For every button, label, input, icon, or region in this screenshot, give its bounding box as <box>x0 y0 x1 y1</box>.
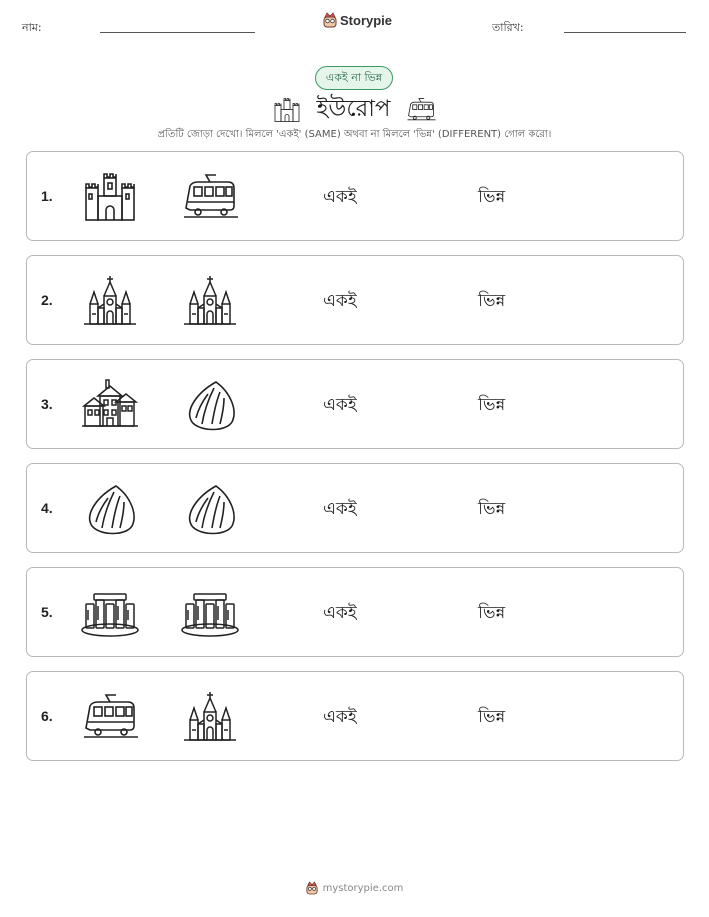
different-option[interactable]: ভিন্ন <box>478 707 506 727</box>
almond-icon <box>180 482 240 536</box>
same-option[interactable]: একই <box>323 707 357 727</box>
almond-icon <box>80 482 140 536</box>
instructions: প্রতিটি জোড়া দেখো। মিললে 'একই' (SAME) অথবা না মিললে 'ভিন্ন' (DIFFERENT) গোল করো। <box>157 129 552 140</box>
footer-url[interactable]: mystorypie.com <box>322 882 404 894</box>
mascot-icon <box>306 881 318 895</box>
page-title: ইউরোপ <box>316 96 391 122</box>
same-option[interactable]: একই <box>323 395 357 415</box>
village-houses-icon <box>80 378 140 432</box>
question-number: 6. <box>41 708 53 724</box>
tram-icon <box>405 96 437 124</box>
activity-badge: একই না ভিন্ন <box>315 66 393 90</box>
title-row <box>0 90 709 129</box>
same-option[interactable]: একই <box>323 499 357 519</box>
question-card <box>26 151 684 241</box>
almond-icon <box>180 378 240 432</box>
tram-icon <box>80 690 140 744</box>
question-card <box>26 567 684 657</box>
question-card <box>26 359 684 449</box>
different-option[interactable]: ভিন্ন <box>478 291 506 311</box>
cathedral-icon <box>180 690 240 744</box>
tram-icon <box>180 170 240 224</box>
mascot-icon <box>323 12 337 28</box>
same-option[interactable]: একই <box>323 187 357 207</box>
date-line[interactable] <box>564 32 686 33</box>
date-label: তারিখ: <box>492 21 524 34</box>
castle-icon <box>272 95 302 125</box>
castle-icon <box>80 170 140 224</box>
cathedral-icon <box>80 274 140 328</box>
name-line[interactable] <box>100 32 255 33</box>
question-card <box>26 671 684 761</box>
footer <box>0 881 709 895</box>
brand-name: Storypie <box>340 12 393 28</box>
question-number: 2. <box>41 292 53 308</box>
question-number: 4. <box>41 500 53 516</box>
question-number: 1. <box>41 188 53 204</box>
different-option[interactable]: ভিন্ন <box>478 603 506 623</box>
cathedral-icon <box>180 274 240 328</box>
question-number: 3. <box>41 396 53 412</box>
question-card <box>26 463 684 553</box>
stonehenge-icon <box>80 586 140 640</box>
different-option[interactable]: ভিন্ন <box>478 395 506 415</box>
brand-logo <box>323 12 392 28</box>
question-number: 5. <box>41 604 53 620</box>
name-label: নাম: <box>22 21 42 34</box>
different-option[interactable]: ভিন্ন <box>478 187 506 207</box>
same-option[interactable]: একই <box>323 291 357 311</box>
different-option[interactable]: ভিন্ন <box>478 499 506 519</box>
question-card <box>26 255 684 345</box>
stonehenge-icon <box>180 586 240 640</box>
same-option[interactable]: একই <box>323 603 357 623</box>
